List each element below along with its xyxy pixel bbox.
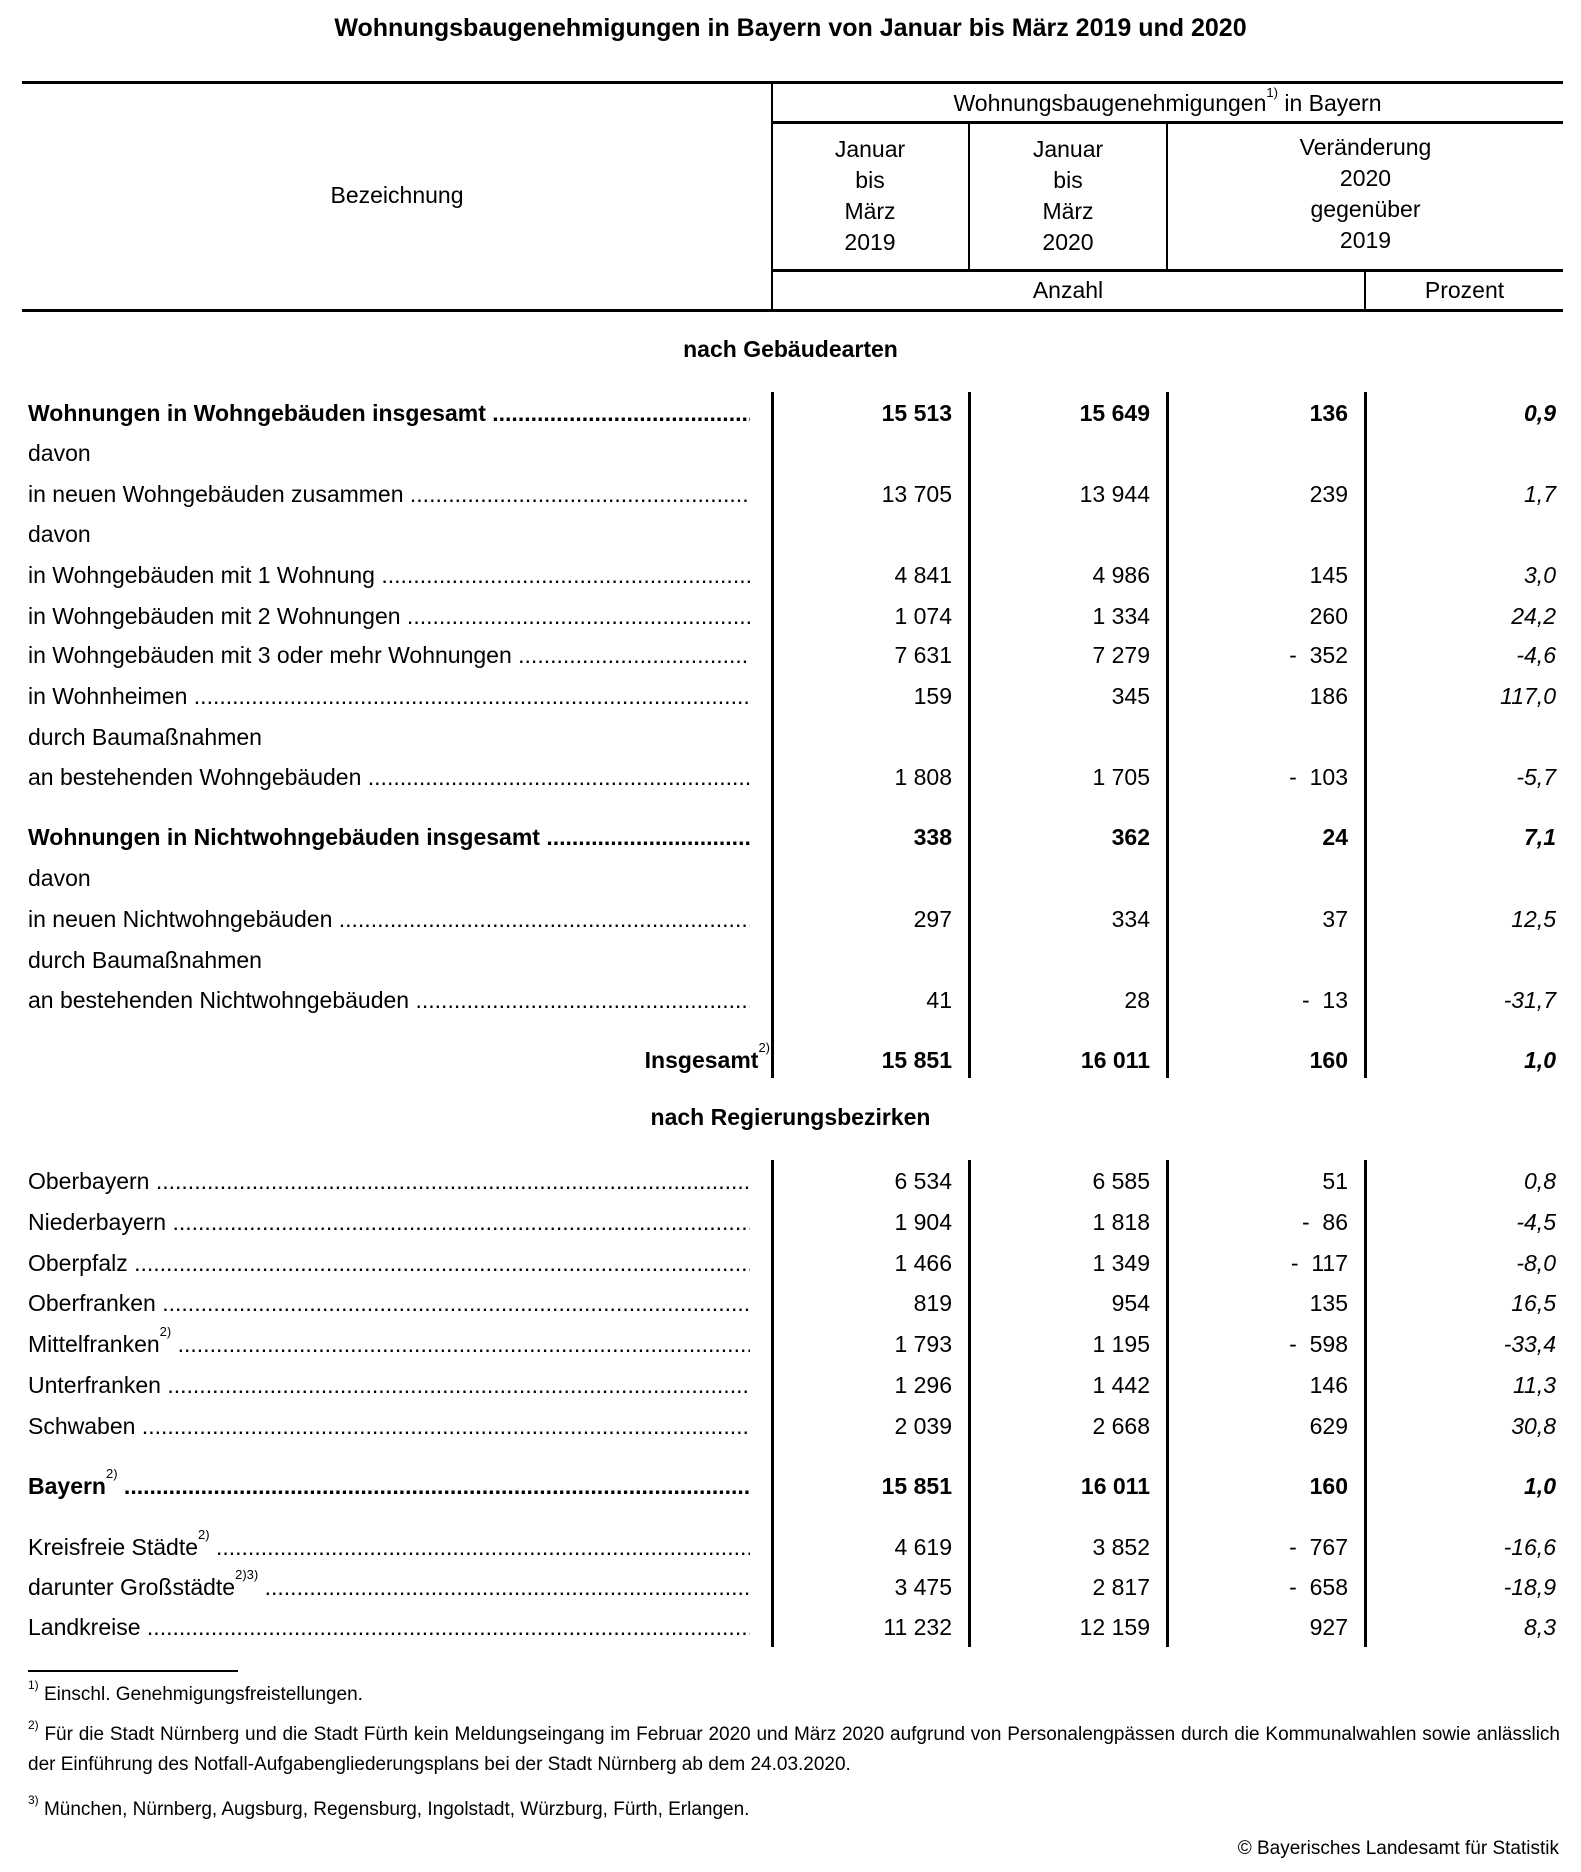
value-percent: 3,0 [1524, 562, 1556, 588]
leader-dots [171, 1331, 750, 1357]
row-label-text: Insgesamt [644, 1047, 759, 1073]
header-line: März [844, 198, 896, 224]
table-row [0, 1327, 1581, 1361]
row-label-only [0, 861, 1581, 895]
row-label [28, 1246, 750, 1280]
table-row [0, 638, 1581, 672]
row-label [28, 1530, 750, 1564]
value-percent: -4,6 [1516, 642, 1556, 668]
table-row [0, 396, 1581, 430]
leader-dots [161, 1372, 750, 1398]
value-2020: 13 944 [1079, 481, 1150, 507]
header-col-change [1168, 132, 1563, 256]
value-percent: 7,1 [1524, 824, 1556, 850]
leader-dots [540, 824, 750, 850]
value-percent: -8,0 [1516, 1250, 1556, 1276]
table-row [0, 477, 1581, 511]
header-group-title [772, 85, 1563, 119]
row-label-text: durch Baumaßnahmen [28, 724, 262, 750]
value-2019: 1 466 [894, 1250, 952, 1276]
value-percent: -18,9 [1503, 1574, 1556, 1600]
row-label-text: Mittelfranken [28, 1331, 160, 1357]
leader-dots [361, 764, 750, 790]
value-2020: 1 334 [1092, 603, 1150, 629]
row-label-text: davon [28, 865, 91, 891]
leader-dots [149, 1168, 750, 1194]
section-heading: nach Regierungsbezirken [650, 1104, 931, 1130]
value-2019: 15 513 [881, 400, 952, 426]
footnote-text: Einschl. Genehmigungsfreistellungen. [38, 1684, 363, 1705]
value-change: 146 [1309, 1372, 1348, 1398]
value-change: 136 [1309, 400, 1348, 426]
header-line: bis [855, 167, 885, 193]
value-2020: 2 668 [1092, 1413, 1150, 1439]
value-change: 37 [1322, 906, 1348, 932]
value-2020: 16 011 [1080, 1473, 1150, 1499]
row-label [28, 1368, 750, 1402]
value-2020: 1 442 [1092, 1372, 1150, 1398]
header-line: 2020 [1339, 165, 1392, 191]
value-percent: -16,6 [1503, 1534, 1556, 1560]
row-label [28, 1040, 770, 1077]
row-label-text: in Wohngebäuden mit 3 oder mehr Wohnungen [28, 642, 512, 668]
table-row [0, 679, 1581, 713]
row-label [28, 436, 750, 470]
row-label [28, 477, 750, 511]
row-label [28, 720, 750, 754]
row-label-text: in Wohnheimen [28, 683, 188, 709]
value-change: 160 [1309, 1473, 1348, 1499]
value-2019: 1 808 [894, 764, 952, 790]
leader-dots [141, 1614, 750, 1640]
row-label [28, 861, 750, 895]
row-label [28, 1327, 750, 1361]
table-row [0, 1368, 1581, 1402]
footnote-ref: 2) [198, 1530, 210, 1542]
leader-dots [401, 603, 750, 629]
table-header-bottom-rule [22, 309, 1563, 312]
table-top-rule [22, 81, 1563, 84]
value-2019: 4 841 [894, 562, 952, 588]
table-row [0, 820, 1581, 854]
header-col-2020 [970, 134, 1166, 258]
value-change: 24 [1322, 824, 1348, 850]
row-label-text: Kreisfreie Städte [28, 1534, 199, 1560]
row-label [28, 517, 750, 551]
row-label [28, 760, 750, 794]
value-2020: 334 [1111, 906, 1150, 932]
page-title: Wohnungsbaugenehmigungen in Bayern von Januar bis März 2019 und 2020 [334, 14, 1247, 42]
value-percent: 117,0 [1500, 683, 1556, 709]
header-unit-percent: Prozent [1424, 277, 1505, 303]
table-row [0, 1530, 1581, 1564]
row-label-text: Wohnungen in Wohngebäuden insgesamt [28, 400, 486, 426]
value-2019: 819 [913, 1290, 952, 1316]
header-line: gegenüber [1310, 196, 1421, 222]
value-percent: -31,7 [1503, 987, 1556, 1013]
leader-dots [404, 481, 750, 507]
row-label [28, 1610, 750, 1644]
value-change: 186 [1309, 683, 1348, 709]
footnote-mark: 2) [28, 1718, 39, 1732]
header-group-label: Wohnungsbaugenehmigungen [953, 90, 1267, 116]
leader-dots [166, 1209, 750, 1235]
row-label-text: an bestehenden Wohngebäuden [28, 764, 362, 790]
value-percent: 30,8 [1511, 1413, 1556, 1439]
header-bezeichnung: Bezeichnung [330, 182, 464, 208]
value-percent: 1,7 [1524, 481, 1556, 507]
value-2020: 6 585 [1092, 1168, 1150, 1194]
value-percent: 8,3 [1524, 1614, 1556, 1640]
row-label-text: davon [28, 440, 91, 466]
footnote-ref: 2)3) [235, 1570, 259, 1582]
row-label [28, 820, 750, 854]
value-2019: 1 074 [894, 603, 952, 629]
table-row [0, 902, 1581, 936]
footnote-3 [28, 1795, 1560, 1825]
value-change: 145 [1309, 562, 1348, 588]
value-change: 51 [1322, 1168, 1348, 1194]
value-2019: 41 [926, 987, 952, 1013]
table-row [0, 1610, 1581, 1644]
row-label-text: Oberfranken [28, 1290, 156, 1316]
footnote-separator [28, 1670, 238, 1672]
footnote-text: München, Nürnberg, Augsburg, Regensburg, Ingolstadt, Würzburg, Fürth, Erlangen. [38, 1799, 750, 1820]
value-2019: 338 [913, 824, 952, 850]
value-2020: 1 818 [1092, 1209, 1150, 1235]
row-label-only [0, 436, 1581, 470]
row-label-text: in neuen Wohngebäuden zusammen [28, 481, 404, 507]
header-group-suffix: in Bayern [1277, 90, 1382, 116]
value-2020: 362 [1111, 824, 1150, 850]
row-label-text: Schwaben [28, 1413, 136, 1439]
value-2020: 4 986 [1092, 562, 1150, 588]
value-2020: 1 705 [1092, 764, 1150, 790]
header-line: Januar [834, 136, 906, 162]
row-label-text: an bestehenden Nichtwohngebäuden [28, 987, 410, 1013]
value-change: 629 [1309, 1413, 1348, 1439]
header-line: 2019 [844, 229, 896, 255]
footnote-ref: 2) [758, 1040, 770, 1055]
value-change: - 117 [1290, 1250, 1348, 1276]
value-2019: 1 904 [894, 1209, 952, 1235]
footnote-text: Für die Stadt Nürnberg und die Stadt Fürth kein Meldungseingang im Februar 2020 und März 2020 aufgrund von Personalengpässen durch die Kommunalwahlen sowie anlässlich der Einführung des Notfall-Aufgabengliederungsplans bei der Stadt Nürnberg ab dem 24.03.2020. [28, 1724, 1560, 1775]
row-label [28, 1409, 750, 1443]
row-label-text: davon [28, 521, 91, 547]
footnote-mark: 3) [28, 1793, 39, 1807]
row-label [28, 1205, 750, 1239]
table-row [0, 760, 1581, 794]
table-row [0, 1246, 1581, 1280]
value-percent: 16,5 [1511, 1290, 1556, 1316]
row-label [28, 1286, 750, 1320]
row-label-only [0, 943, 1581, 977]
table-row [0, 1286, 1581, 1320]
row-label-text: durch Baumaßnahmen [28, 947, 262, 973]
row-label-text: Oberbayern [28, 1168, 150, 1194]
value-2020: 3 852 [1092, 1534, 1150, 1560]
value-change: - 658 [1289, 1574, 1348, 1600]
row-label-text: in Wohngebäuden mit 2 Wohnungen [28, 603, 401, 629]
footnote-ref: 2) [159, 1327, 172, 1339]
value-change: - 13 [1301, 987, 1348, 1013]
row-label [28, 679, 750, 713]
value-2019: 13 705 [881, 481, 952, 507]
value-percent: 24,2 [1511, 603, 1556, 629]
value-change: 927 [1309, 1614, 1348, 1640]
table-row [0, 599, 1581, 633]
value-change: 135 [1309, 1290, 1348, 1316]
leader-dots [156, 1290, 750, 1316]
table-row [0, 1409, 1581, 1443]
table-row [0, 983, 1581, 1017]
value-percent: 0,8 [1524, 1168, 1556, 1194]
value-2019: 4 619 [894, 1534, 952, 1560]
row-label [28, 599, 750, 633]
row-label-text: Landkreise [28, 1614, 141, 1640]
row-label-text: Niederbayern [28, 1209, 167, 1235]
leader-dots [210, 1534, 750, 1560]
header-unit-count: Anzahl [1032, 277, 1104, 303]
value-2019: 15 851 [881, 1473, 952, 1499]
row-label [28, 558, 750, 592]
value-2020: 15 649 [1079, 400, 1150, 426]
value-2020: 16 011 [1080, 1047, 1150, 1073]
value-percent: 1,0 [1524, 1473, 1556, 1499]
value-change: 160 [1309, 1047, 1348, 1073]
row-label [28, 638, 750, 672]
value-percent: 11,3 [1512, 1372, 1556, 1398]
row-label [28, 983, 750, 1017]
table-row [0, 1570, 1581, 1604]
table-row [0, 1205, 1581, 1239]
row-label [28, 1469, 750, 1503]
value-2019: 2 039 [894, 1413, 952, 1439]
leader-dots [258, 1574, 750, 1600]
row-label-text: Unterfranken [28, 1372, 161, 1398]
value-2020: 28 [1124, 987, 1150, 1013]
header-line: Januar [1032, 136, 1104, 162]
table-row [0, 1040, 1581, 1077]
value-2019: 1 296 [894, 1372, 952, 1398]
leader-dots [486, 400, 750, 426]
row-label [28, 396, 750, 430]
row-label [28, 902, 750, 936]
leader-dots [118, 1473, 750, 1499]
row-label-text: darunter Großstädte [28, 1574, 236, 1600]
value-2019: 3 475 [894, 1574, 952, 1600]
header-line: März [1042, 198, 1094, 224]
leader-dots [375, 562, 750, 588]
value-2020: 345 [1111, 683, 1150, 709]
leader-dots [409, 987, 750, 1013]
header-line: bis [1053, 167, 1083, 193]
value-change: 260 [1309, 603, 1348, 629]
value-change: - 86 [1301, 1209, 1348, 1235]
value-2020: 12 159 [1079, 1614, 1150, 1640]
row-label [28, 1164, 750, 1198]
header-line: 2019 [1339, 227, 1392, 253]
value-percent: 0,9 [1524, 400, 1556, 426]
value-change: - 598 [1289, 1331, 1348, 1357]
row-label-text: Oberpfalz [28, 1250, 128, 1276]
value-2019: 15 851 [881, 1047, 952, 1073]
table-row [0, 1469, 1581, 1503]
copyright: © Bayerisches Landesamt für Statistik [1237, 1838, 1559, 1859]
value-2019: 6 534 [894, 1168, 952, 1194]
table-row [0, 1164, 1581, 1198]
header-line: 2020 [1042, 229, 1094, 255]
value-change: - 352 [1289, 642, 1348, 668]
row-label [28, 1570, 750, 1604]
value-2019: 11 232 [883, 1614, 952, 1640]
row-label-only [0, 720, 1581, 754]
leader-dots [135, 1413, 750, 1439]
value-change: - 767 [1289, 1534, 1348, 1560]
header-line: Veränderung [1299, 134, 1432, 160]
footnote-1 [28, 1680, 1560, 1710]
value-2020: 1 349 [1092, 1250, 1150, 1276]
value-percent: -33,4 [1503, 1331, 1556, 1357]
value-2020: 954 [1111, 1290, 1150, 1316]
value-change: - 103 [1289, 764, 1348, 790]
leader-dots [512, 642, 750, 668]
value-2019: 7 631 [894, 642, 952, 668]
row-label-text: in Wohngebäuden mit 1 Wohnung [28, 562, 375, 588]
table-row [0, 558, 1581, 592]
value-2019: 159 [913, 683, 952, 709]
row-label-text: Wohnungen in Nichtwohngebäuden insgesamt [28, 824, 540, 850]
value-percent: -4,5 [1516, 1209, 1556, 1235]
footnote-mark: 1) [28, 1678, 39, 1692]
value-2020: 1 195 [1092, 1331, 1150, 1357]
value-2020: 2 817 [1092, 1574, 1150, 1600]
footnote-ref: 2) [105, 1469, 118, 1481]
leader-dots [332, 906, 750, 932]
row-label-text: in neuen Nichtwohngebäuden [28, 906, 333, 932]
value-2019: 1 793 [894, 1331, 952, 1357]
value-percent: 12,5 [1511, 906, 1556, 932]
row-label-text: Bayern [28, 1473, 106, 1499]
value-percent: 1,0 [1524, 1047, 1556, 1073]
footnote-2 [28, 1720, 1560, 1780]
value-2020: 7 279 [1092, 642, 1150, 668]
value-percent: -5,7 [1516, 764, 1556, 790]
leader-dots [128, 1250, 750, 1276]
row-label [28, 943, 750, 977]
value-change: 239 [1309, 481, 1348, 507]
section-heading: nach Gebäudearten [683, 336, 898, 362]
value-2019: 297 [913, 906, 952, 932]
header-col-2019 [772, 134, 968, 258]
leader-dots [187, 683, 750, 709]
row-label-only [0, 517, 1581, 551]
footnote-ref: 1) [1266, 85, 1278, 100]
